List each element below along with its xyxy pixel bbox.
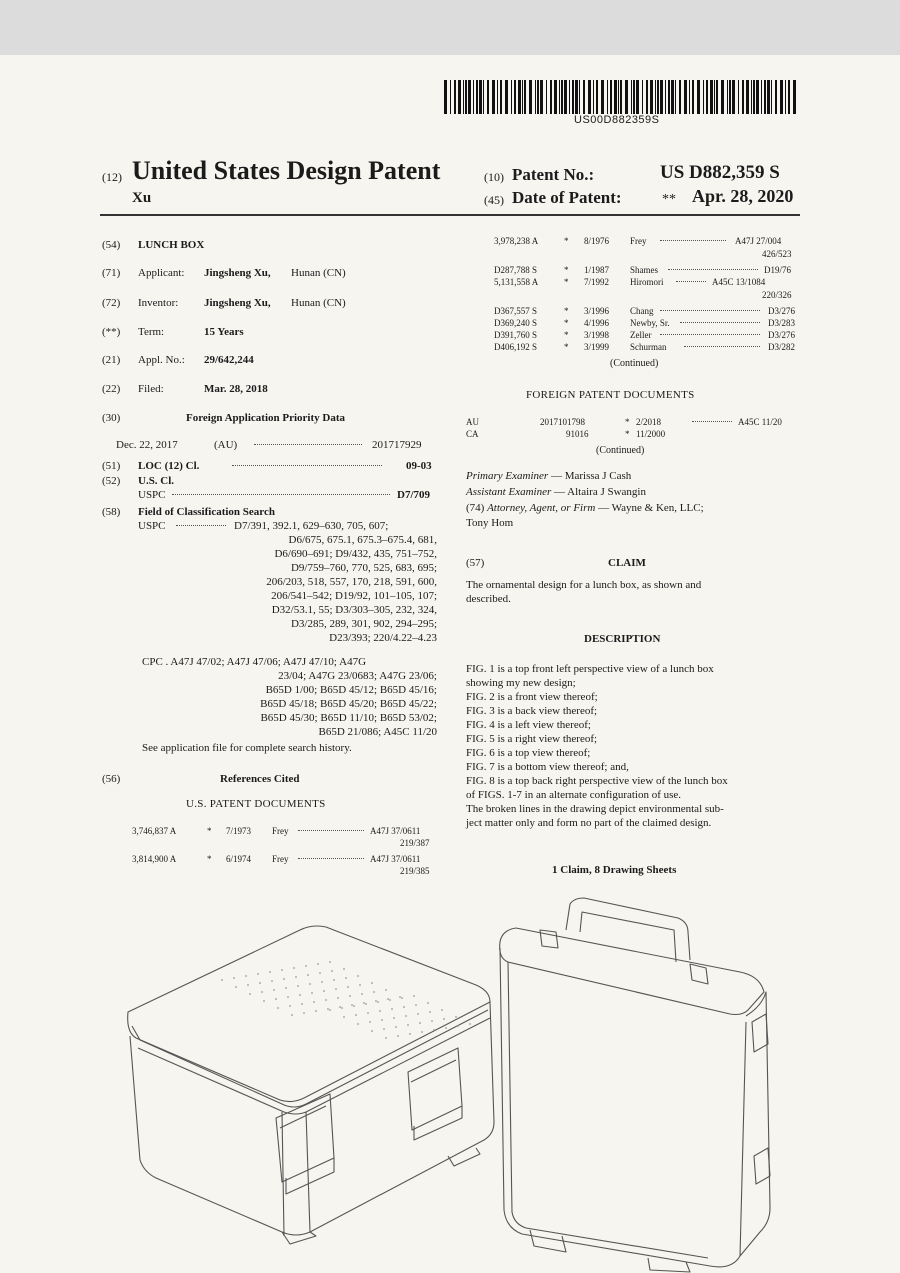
vent-dot: [233, 977, 235, 979]
classification-line: D3/285, 289, 301, 902, 294–295;: [290, 618, 437, 630]
vent-dot: [455, 1016, 457, 1018]
foreign-country: AU: [466, 417, 479, 427]
continued-note: (Continued): [596, 445, 645, 456]
ref-no: D406,192 S: [494, 342, 538, 352]
inventor-name: Jingsheng Xu,: [204, 297, 271, 309]
foreign-priority-heading: Foreign Application Priority Data: [186, 412, 345, 424]
primary-examiner-label: Primary Examiner: [466, 470, 549, 482]
classification-line: D23/393; 220/4.22–4.23: [329, 632, 437, 644]
vent-dot: [429, 1011, 431, 1013]
vent-dot: [269, 971, 271, 973]
ref-no: D391,760 S: [494, 330, 538, 340]
code-72: (72): [102, 297, 121, 309]
ref-name: Zeller: [630, 330, 652, 340]
ref-date: 7/1992: [584, 277, 610, 287]
field-uspc-label: USPC: [138, 520, 166, 532]
claim-heading: CLAIM: [608, 557, 646, 569]
us-ref-name: Frey: [272, 854, 289, 864]
assistant-examiner-label: Assistant Examiner: [466, 486, 552, 498]
vent-dot: [381, 1019, 383, 1021]
us-ref-subclass: 219/385: [400, 866, 430, 876]
ref-name: Shames: [630, 265, 658, 275]
vent-dot: [415, 1004, 417, 1006]
vent-dot: [409, 1033, 411, 1035]
vent-dot: [383, 1028, 385, 1030]
continued-note: (Continued): [610, 358, 659, 369]
appl-no-label: Appl. No.:: [138, 354, 185, 366]
vent-dot: [359, 984, 361, 986]
vent-dot: [349, 995, 351, 997]
us-ref-no: 3,746,837 A: [132, 826, 177, 836]
patent-number: US D882,359 S: [660, 162, 780, 183]
classification-line: 206/203, 518, 557, 170, 218, 591, 600,: [266, 576, 437, 588]
us-ref-star: *: [207, 854, 212, 864]
ref-no: 5,131,558 A: [494, 277, 539, 287]
attorney-label: Attorney, Agent, or Firm: [487, 502, 596, 514]
vent-dot: [343, 968, 345, 970]
classification-line: D6/675, 675.1, 675.3–675.4, 681,: [288, 534, 437, 546]
description-line: of FIGS. 1-7 in an alternate configuration of use.: [466, 789, 682, 801]
field-uspc-first: D7/391, 392.1, 629–630, 705, 607;: [234, 520, 389, 532]
vent-dot: [309, 983, 311, 985]
vent-dot: [391, 1008, 393, 1010]
us-ref-date: 7/1973: [226, 826, 252, 836]
us-ref-class: A47J 37/0611: [370, 854, 421, 864]
vent-dot: [371, 982, 373, 984]
vent-dot: [347, 986, 349, 988]
vent-dot: [341, 1007, 343, 1009]
code-51: (51): [102, 460, 121, 472]
dash: —: [554, 486, 568, 498]
vent-dot: [331, 970, 333, 972]
loc-label: LOC (12) Cl.: [138, 460, 200, 472]
foreign-country: CA: [466, 429, 479, 439]
vent-dot: [291, 1014, 293, 1016]
vent-dot: [303, 1012, 305, 1014]
vent-dot: [363, 1002, 365, 1004]
vent-dot: [343, 1016, 345, 1018]
vent-dot: [431, 1020, 433, 1022]
code-30: (30): [102, 412, 121, 424]
vent-dot: [351, 1004, 353, 1006]
references-heading: References Cited: [220, 773, 300, 785]
vent-dot: [259, 982, 261, 984]
attorney-2: Tony Hom: [466, 517, 514, 529]
vent-dot: [469, 1023, 471, 1025]
ref-star: *: [564, 342, 569, 352]
uspc-label: USPC: [138, 489, 166, 501]
vent-dot: [339, 1006, 341, 1008]
dash: —: [550, 470, 565, 482]
vent-dot: [395, 1026, 397, 1028]
ref-no: D367,557 S: [494, 306, 538, 316]
foreign-date: 2/2018: [636, 417, 662, 427]
design-title: LUNCH BOX: [138, 239, 205, 251]
vent-dot: [261, 991, 263, 993]
barcode-number: US00D882359S: [574, 114, 660, 126]
vent-dot: [365, 1003, 367, 1005]
code-52: (52): [102, 475, 121, 487]
classification-line: 206/541–542; D19/92, 101–105, 107;: [271, 590, 437, 602]
code-71: (71): [102, 267, 121, 279]
lunch-box-figure-closed: [128, 926, 494, 1244]
vent-dot: [407, 1024, 409, 1026]
vent-dot: [335, 988, 337, 990]
field-search-heading: Field of Classification Search: [138, 506, 275, 518]
classification-line: B65D 45/18; B65D 45/20; B65D 45/22;: [260, 698, 437, 710]
ref-class: D3/282: [768, 342, 795, 352]
vent-dot: [313, 1001, 315, 1003]
claim-line: The ornamental design for a lunch box, as shown and: [466, 579, 702, 591]
description-line: ject matter only and form no part of the claimed design.: [466, 817, 712, 829]
classification-line: D6/690–691; D9/432, 435, 751–752,: [274, 548, 437, 560]
ref-star: *: [564, 236, 569, 246]
ref-date: 3/1999: [584, 342, 610, 352]
code-58: (58): [102, 506, 121, 518]
description-line: FIG. 5 is a right view thereof;: [466, 733, 598, 745]
foreign-star: *: [625, 429, 630, 439]
vent-dot: [403, 1006, 405, 1008]
foreign-date: 11/2000: [636, 429, 666, 439]
ref-name: Schurman: [630, 342, 667, 352]
applicant-name: Jingsheng Xu,: [204, 267, 271, 279]
vent-dot: [333, 979, 335, 981]
vent-dot: [325, 999, 327, 1001]
ref-star: *: [564, 265, 569, 275]
vent-dot: [235, 986, 237, 988]
vent-dot: [457, 1025, 459, 1027]
code-term: (**): [102, 326, 121, 338]
vent-dot: [353, 1005, 355, 1007]
vent-dot: [277, 1007, 279, 1009]
description-line: FIG. 7 is a bottom view thereof; and,: [466, 761, 629, 773]
description-line: FIG. 1 is a top front left perspective view of a lunch box: [466, 663, 714, 675]
vent-dot: [445, 1027, 447, 1029]
code-56: (56): [102, 773, 121, 785]
ref-class: D3/283: [768, 318, 795, 328]
vent-dot: [311, 992, 313, 994]
primary-examiner: Marissa J Cash: [564, 470, 632, 482]
vent-dot: [393, 1017, 395, 1019]
ref-date: 1/1987: [584, 265, 610, 275]
vent-dot: [405, 1015, 407, 1017]
vent-dot: [399, 996, 401, 998]
vent-dot: [371, 1030, 373, 1032]
vent-dot: [367, 1012, 369, 1014]
vent-dot: [275, 998, 277, 1000]
us-patent-docs-heading: U.S. PATENT DOCUMENTS: [186, 798, 326, 810]
vent-dot: [385, 989, 387, 991]
classification-line: B65D 1/00; B65D 45/12; B65D 45/16;: [265, 684, 437, 696]
classification-line: 23/04; A47G 23/0683; A47G 23/06;: [278, 670, 437, 682]
us-ref-name: Frey: [272, 826, 289, 836]
ref-class: D3/276: [768, 330, 795, 340]
term-label: Term:: [138, 326, 165, 338]
vent-dot: [301, 1003, 303, 1005]
vent-dot: [281, 969, 283, 971]
vent-dot: [375, 1000, 377, 1002]
vent-dot: [433, 1029, 435, 1031]
vent-dot: [379, 1010, 381, 1012]
ref-subclass: 220/326: [762, 290, 792, 300]
vent-dot: [385, 1037, 387, 1039]
foreign-star: *: [625, 417, 630, 427]
vent-dot: [271, 980, 273, 982]
patent-no-label: Patent No.:: [512, 165, 595, 184]
ref-class: D3/276: [768, 306, 795, 316]
vent-dot: [327, 1008, 329, 1010]
vent-dot: [263, 1000, 265, 1002]
vent-dot: [287, 996, 289, 998]
description-line: FIG. 2 is a front view thereof;: [466, 691, 598, 703]
ref-no: 3,978,238 A: [494, 236, 539, 246]
ref-name: Frey: [630, 236, 647, 246]
us-ref-star: *: [207, 826, 212, 836]
vent-dot: [421, 1031, 423, 1033]
vent-dot: [419, 1022, 421, 1024]
description-line: FIG. 3 is a back view thereof;: [466, 705, 598, 717]
code-45: (45): [484, 193, 504, 207]
vent-dot: [289, 1005, 291, 1007]
claim-line: described.: [466, 593, 511, 605]
description-line: FIG. 6 is a top view thereof;: [466, 747, 591, 759]
ref-name: Hiromori: [630, 277, 664, 287]
vent-dot: [249, 993, 251, 995]
inventor-location: Hunan (CN): [291, 297, 346, 309]
claims-sheets: 1 Claim, 8 Drawing Sheets: [552, 864, 677, 876]
vent-dot: [293, 967, 295, 969]
ref-name: Chang: [630, 306, 654, 316]
inventor-short: Xu: [132, 190, 152, 206]
term-value: 15 Years: [204, 326, 244, 338]
vent-dot: [257, 973, 259, 975]
date-marker: **: [662, 192, 676, 207]
vent-dot: [377, 1001, 379, 1003]
vent-dot-pattern: [221, 961, 471, 1039]
us-ref-subclass: 219/387: [400, 838, 430, 848]
attorney: Wayne & Ken, LLC;: [611, 502, 704, 514]
ref-date: 3/1996: [584, 306, 610, 316]
vent-dot: [285, 987, 287, 989]
filed-label: Filed:: [138, 383, 164, 395]
vent-dot: [299, 994, 301, 996]
classification-line: B65D 21/086; A45C 11/20: [318, 726, 437, 738]
vent-dot: [361, 993, 363, 995]
applicant-label: Applicant:: [138, 267, 185, 279]
description-line: FIG. 4 is a left view thereof;: [466, 719, 591, 731]
vent-dot: [427, 1002, 429, 1004]
inventor-label: Inventor:: [138, 297, 179, 309]
vent-dot: [441, 1009, 443, 1011]
ref-no: D287,788 S: [494, 265, 538, 275]
foreign-docs-heading: FOREIGN PATENT DOCUMENTS: [526, 389, 695, 401]
dash: —: [598, 502, 612, 514]
priority-country: (AU): [214, 439, 238, 451]
code-10: (10): [484, 170, 504, 184]
ref-subclass: 426/523: [762, 249, 792, 259]
vent-dot: [387, 998, 389, 1000]
vent-dot: [305, 965, 307, 967]
ref-class: A45C 13/1084: [712, 277, 766, 287]
vent-dot: [245, 975, 247, 977]
vent-dot: [323, 990, 325, 992]
loc-value: 09-03: [406, 460, 432, 472]
uspc-value: D7/709: [397, 489, 430, 501]
cpc-first: CPC . A47J 47/02; A47J 47/06; A47J 47/10; A47G: [142, 656, 367, 668]
code-54: (54): [102, 239, 121, 251]
ref-star: *: [564, 318, 569, 328]
ref-name: Newby, Sr.: [630, 318, 670, 328]
vent-dot: [345, 977, 347, 979]
code-12: (12): [102, 170, 122, 184]
date-label: Date of Patent:: [512, 188, 622, 207]
filed-date: Mar. 28, 2018: [204, 383, 268, 395]
vent-dot: [329, 961, 331, 963]
assistant-examiner: Altaira J Swangin: [567, 486, 646, 498]
ref-star: *: [564, 306, 569, 316]
vent-dot: [357, 975, 359, 977]
vent-dot: [221, 979, 223, 981]
vent-dot: [321, 981, 323, 983]
see-application-note: See application file for complete search history.: [142, 742, 352, 754]
classification-line: D32/53.1, 55; D3/303–305, 232, 324,: [271, 604, 437, 616]
priority-number: 201717929: [372, 439, 422, 451]
vent-dot: [295, 976, 297, 978]
vent-dot: [389, 999, 391, 1001]
vent-dot: [317, 963, 319, 965]
vent-dot: [401, 997, 403, 999]
us-ref-class: A47J 37/0611: [370, 826, 421, 836]
classification-line: D9/759–760, 770, 525, 683, 695;: [290, 562, 437, 574]
description-heading: DESCRIPTION: [584, 633, 661, 645]
ref-date: 8/1976: [584, 236, 610, 246]
us-ref-date: 6/1974: [226, 854, 252, 864]
ref-date: 3/1998: [584, 330, 610, 340]
description-line: showing my new design;: [466, 677, 576, 689]
foreign-no: 91016: [566, 429, 589, 439]
vent-dot: [337, 997, 339, 999]
ref-class: A47J 27/004: [735, 236, 782, 246]
ref-date: 4/1996: [584, 318, 610, 328]
patent-date: Apr. 28, 2020: [692, 186, 794, 206]
vent-dot: [307, 974, 309, 976]
vent-dot: [273, 989, 275, 991]
vent-dot: [417, 1013, 419, 1015]
description-line: The broken lines in the drawing depict environmental sub-: [466, 803, 724, 815]
vent-dot: [283, 978, 285, 980]
vent-dot: [329, 1009, 331, 1011]
ref-no: D369,240 S: [494, 318, 538, 328]
patent-type-title: United States Design Patent: [132, 156, 441, 185]
vent-dot: [247, 984, 249, 986]
vent-dot: [357, 1023, 359, 1025]
code-21: (21): [102, 354, 121, 366]
vent-dot: [397, 1035, 399, 1037]
vent-dot: [413, 995, 415, 997]
lunch-box-figure-handle: [500, 898, 770, 1272]
ref-star: *: [564, 277, 569, 287]
description-line: FIG. 8 is a top back right perspective view of the lunch box: [466, 775, 728, 787]
vent-dot: [355, 1014, 357, 1016]
vent-dot: [373, 991, 375, 993]
ref-class: D19/76: [764, 265, 791, 275]
code-74: (74): [466, 502, 485, 514]
foreign-no: 2017101798: [540, 417, 585, 427]
us-ref-no: 3,814,900 A: [132, 854, 177, 864]
ref-star: *: [564, 330, 569, 340]
vent-dot: [369, 1021, 371, 1023]
vent-dot: [315, 1010, 317, 1012]
vent-dot: [319, 972, 321, 974]
vent-dot: [443, 1018, 445, 1020]
appl-no: 29/642,244: [204, 354, 254, 366]
code-57: (57): [466, 557, 485, 569]
priority-date: Dec. 22, 2017: [116, 439, 178, 451]
us-cl-label: U.S. Cl.: [138, 475, 175, 487]
vent-dot: [297, 985, 299, 987]
code-22: (22): [102, 383, 121, 395]
applicant-location: Hunan (CN): [291, 267, 346, 279]
foreign-class: A45C 11/20: [738, 417, 782, 427]
classification-line: B65D 45/30; B65D 11/10; B65D 53/02;: [260, 712, 437, 724]
